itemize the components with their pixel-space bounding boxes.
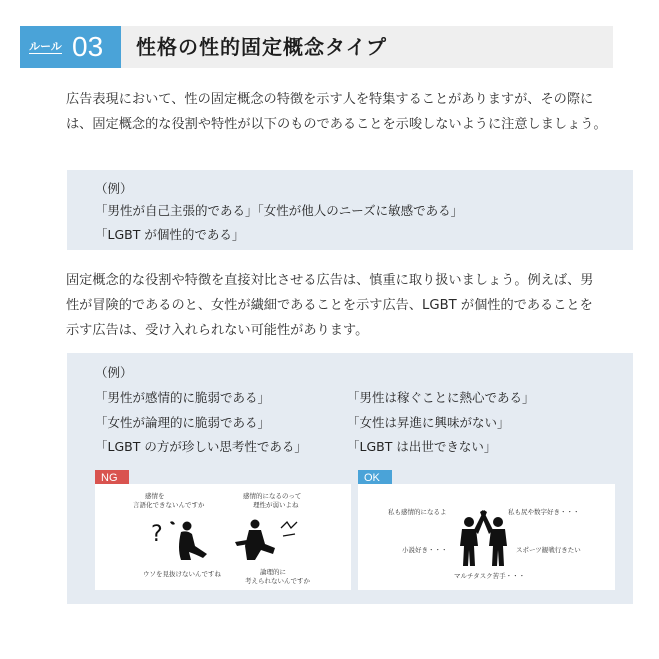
example-left-line: 「LGBT の方が珍しい思考性である」 [95, 439, 307, 454]
sitting-woman-icon [170, 521, 207, 560]
ok-caption: マルチタスク苦手・・・ [454, 572, 526, 580]
section-header [20, 26, 613, 68]
body-line: 示す広告は、受け入れられない可能性があります。 [66, 323, 369, 338]
ok-caption: 私も尻や数字好き・・・ [508, 508, 580, 516]
ng-caption: 論理的に [260, 568, 286, 576]
intro-line: 広告表現において、性の固定概念の特徴を示す人を特集することがありますが、その際に [66, 92, 594, 107]
rule-number: 03 [72, 31, 104, 62]
section-title: 性格の性的固定概念タイプ [136, 35, 387, 59]
example-right-line: 「男性は稼ぐことに熱心である」 [347, 390, 535, 405]
question-mark-icon: ? [151, 522, 163, 547]
body-paragraph [66, 268, 636, 343]
ok-caption: 私も感情的になるよ [388, 508, 447, 516]
example-left-line: 「女性が論理的に脆弱である」 [95, 415, 271, 430]
ok-figures [358, 484, 615, 590]
example-heading: （例） [95, 181, 133, 196]
ng-caption: 理性が弱いよね [253, 501, 299, 509]
sitting-man-icon [235, 520, 275, 561]
scribble-icon [281, 522, 297, 536]
ng-caption: 感情的になるのって [243, 492, 302, 500]
ng-figures [95, 484, 351, 590]
ok-illustration [358, 484, 615, 590]
example-right-line: 「LGBT は出世できない」 [347, 439, 497, 454]
rule-label: ルール [29, 40, 62, 53]
rule-badge [20, 26, 121, 68]
body-line: 性が冒険的であるのと、女性が繊細であることを示す広告、LGBT が個性的であることを [66, 298, 593, 313]
ng-caption: 感情を [145, 492, 165, 500]
example-line: 「男性が自己主張的である」「女性が他人のニーズに敏感である」 [95, 203, 464, 218]
example-box-1 [67, 170, 633, 250]
intro-paragraph [66, 87, 636, 137]
ok-caption: 小説好き・・・ [402, 546, 448, 554]
example-heading: （例） [95, 365, 133, 380]
ok-caption: スポーツ観戦行きたい [516, 546, 581, 554]
ng-caption: 言語化できないんですか [133, 501, 205, 509]
ok-tag: OK [358, 470, 392, 486]
intro-line: は、固定概念的な役割や特性が以下のものであることを示唆しないように注意しましょう。 [66, 117, 607, 132]
ng-caption: 考えられないんですか [245, 577, 310, 585]
example-left-line: 「男性が感情的に脆弱である」 [95, 390, 271, 405]
high-five-figures-icon [460, 510, 507, 566]
ng-caption: ウソを見抜けないんですね [143, 570, 221, 578]
ng-illustration [95, 484, 351, 590]
body-line: 固定概念的な役割や特徴を直接対比させる広告は、慎重に取り扱いましょう。例えば、男 [66, 273, 594, 288]
example-right-line: 「女性は昇進に興味がない」 [347, 415, 510, 430]
ng-tag: NG [95, 470, 129, 486]
example-line: 「LGBT が個性的である」 [95, 227, 245, 242]
